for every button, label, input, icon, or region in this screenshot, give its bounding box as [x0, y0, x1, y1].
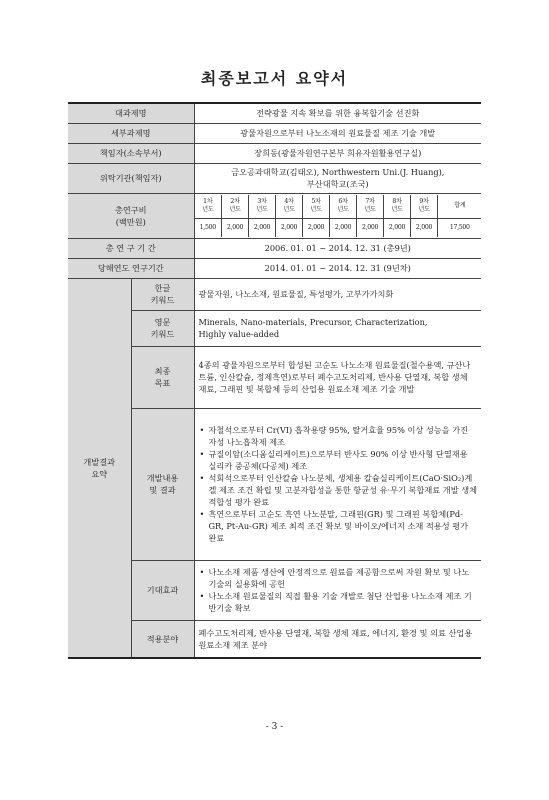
budget-year-3: 3차 년도: [249, 195, 276, 219]
budget-year-2: 2차 년도: [222, 195, 249, 219]
budget-label-line-2: (백만원): [115, 216, 146, 227]
applications-label: 적용분야: [131, 620, 194, 658]
list-item: • 나노소재 제품 생산에 안정적으로 원료를 제공함으로써 자원 확보 및 나노기술의 실용화에 공헌: [209, 566, 478, 590]
results-label: 개발내용 및 결과: [131, 408, 194, 560]
budget-grid-cell: [194, 193, 481, 238]
summary-label: [68, 278, 131, 658]
keywords-kr-label: 한글 키워드: [131, 278, 194, 310]
lead-label: 책임자(소속부서): [68, 143, 194, 163]
budget-grid: [195, 195, 482, 237]
budget-amount-6: 2,000: [330, 219, 357, 237]
lead-row: [68, 143, 481, 163]
effects-list: [199, 566, 478, 614]
budget-year-6: 6차 년도: [330, 195, 357, 219]
budget-total-header: 합계: [438, 195, 482, 219]
budget-label-line-1: 총연구비: [114, 204, 147, 215]
applications-value: 폐수고도처리제, 반사용 단열재, 복합 생체 재료, 에너지, 환경 및 의료 산업용 원료소재 제조 분야: [194, 620, 481, 658]
list-item: • 나노소재 원료물질의 직접 활용 기술 개발로 첨단 산업용 나노소재 제조 기반기술 확보: [209, 590, 478, 614]
main-project-value: 전략광물 지속 확보를 위한 융복합기술 선진화: [194, 103, 481, 123]
consignee-line-2: 부산대학교(조국): [306, 179, 369, 189]
budget-year-7: 7차 년도: [357, 195, 384, 219]
consignee-line-1: 금오공과대학교(김태오), Northwestern Uni.(J. Huang),: [231, 167, 445, 177]
budget-amount-2: 2,000: [222, 219, 249, 237]
budget-year-row: [195, 195, 482, 219]
year-period-row: [68, 258, 481, 278]
total-period-label: 총 연 구 기 간: [68, 238, 194, 258]
keywords-en-value: Minerals, Nano-materials, Precursor, Characterization, Highly value-added: [194, 310, 481, 346]
budget-amount-7: 2,000: [357, 219, 384, 237]
page-title: 최종보고서 요약서: [200, 69, 349, 88]
summary-table: [68, 102, 481, 659]
summary-label-line-2: 요약: [91, 468, 108, 479]
results-value: [194, 408, 481, 560]
budget-amount-5: 2,000: [303, 219, 330, 237]
budget-total-value: 17,500: [438, 219, 482, 237]
list-item: • 규질이암(소디움실리케이트)으로부터 반사도 90% 이상 반사형 단열재용 실리카 중공체(다공체) 제조: [209, 448, 478, 472]
total-period-row: [68, 238, 481, 258]
main-project-label: 대과제명: [68, 103, 194, 123]
list-item: • 석회석으로부터 인산칼슘 나노분체, 생체용 칼슘실리케이트(CaO·SiO₂)계 겔 제조 조건 확립 및 고분자합성을 통한 항균성 유·무기 복합재료 개발 생체적합성 평가 완료: [209, 472, 478, 508]
keywords-en-label: 영문 키워드: [131, 310, 194, 346]
budget-year-1: 1차 년도: [195, 195, 222, 219]
budget-amount-9: 2,000: [411, 219, 438, 237]
main-project-row: [68, 103, 481, 123]
budget-year-8: 8차 년도: [384, 195, 411, 219]
budget-amount-8: 2,000: [384, 219, 411, 237]
budget-amount-4: 2,000: [276, 219, 303, 237]
budget-row: [68, 193, 481, 238]
consignee-row: [68, 163, 481, 193]
list-item: • 흑연으로부터 고순도 흑연 나노분말, 그래핀(GR) 및 그래핀 복합체(Pd-GR, Pt-Au-GR) 제조 최적 조건 확보 및 바이오/에너지 소재 적용성 평가 완료: [209, 508, 478, 544]
summary-label-line-1: 개발결과: [83, 456, 116, 467]
consignee-label: 위탁기관(책임자): [68, 163, 194, 193]
goal-value: 4종의 광물자원으로부터 합성된 고순도 나노소재 원료물질(철수용액, 규산나트륨, 인산칼슘, 정제흑연)로부터 폐수고도처리제, 반사용 단열재, 복합 생체 재료, 그래핀 및 복합체 등의 산업용 원료소재 제조 기술 개발: [194, 346, 481, 408]
year-period-label: 당해연도 연구기간: [68, 258, 194, 278]
budget-amount-3: 2,000: [249, 219, 276, 237]
sub-project-value: 광물자원으로부터 나노소재의 원료물질 제조 기술 개발: [194, 123, 481, 143]
keywords-kr-value: 광물자원, 나노소재, 원료물질, 특성평가, 고부가가치화: [194, 278, 481, 310]
sub-project-row: [68, 123, 481, 143]
sub-project-label: 세부과제명: [68, 123, 194, 143]
budget-amount-1: 1,500: [195, 219, 222, 237]
total-period-value: 2006. 01. 01 ~ 2014. 12. 31 (총9년): [194, 238, 481, 258]
effects-label: 기대효과: [131, 560, 194, 620]
keywords-kr-row: [68, 278, 481, 310]
year-period-value: 2014. 01. 01 ~ 2014. 12. 31 (9년차): [194, 258, 481, 278]
budget-year-5: 5차 년도: [303, 195, 330, 219]
budget-label: [68, 193, 194, 238]
consignee-value: [194, 163, 481, 193]
budget-amount-row: [195, 219, 482, 237]
budget-year-9: 9차 년도: [411, 195, 438, 219]
budget-year-4: 4차 년도: [276, 195, 303, 219]
goal-label: 최종 목표: [131, 346, 194, 408]
effects-value: [194, 560, 481, 620]
page-number: - 3 -: [265, 722, 284, 732]
results-list: [199, 424, 478, 544]
lead-value: 장희동(광물자원연구본부 희유자원활용연구실): [194, 143, 481, 163]
list-item: • 자철석으로부터 Cr(VI) 흡착용량 95%, 탈거효율 95% 이상 성능을 가진 자성 나노흡착제 제조: [209, 424, 478, 448]
